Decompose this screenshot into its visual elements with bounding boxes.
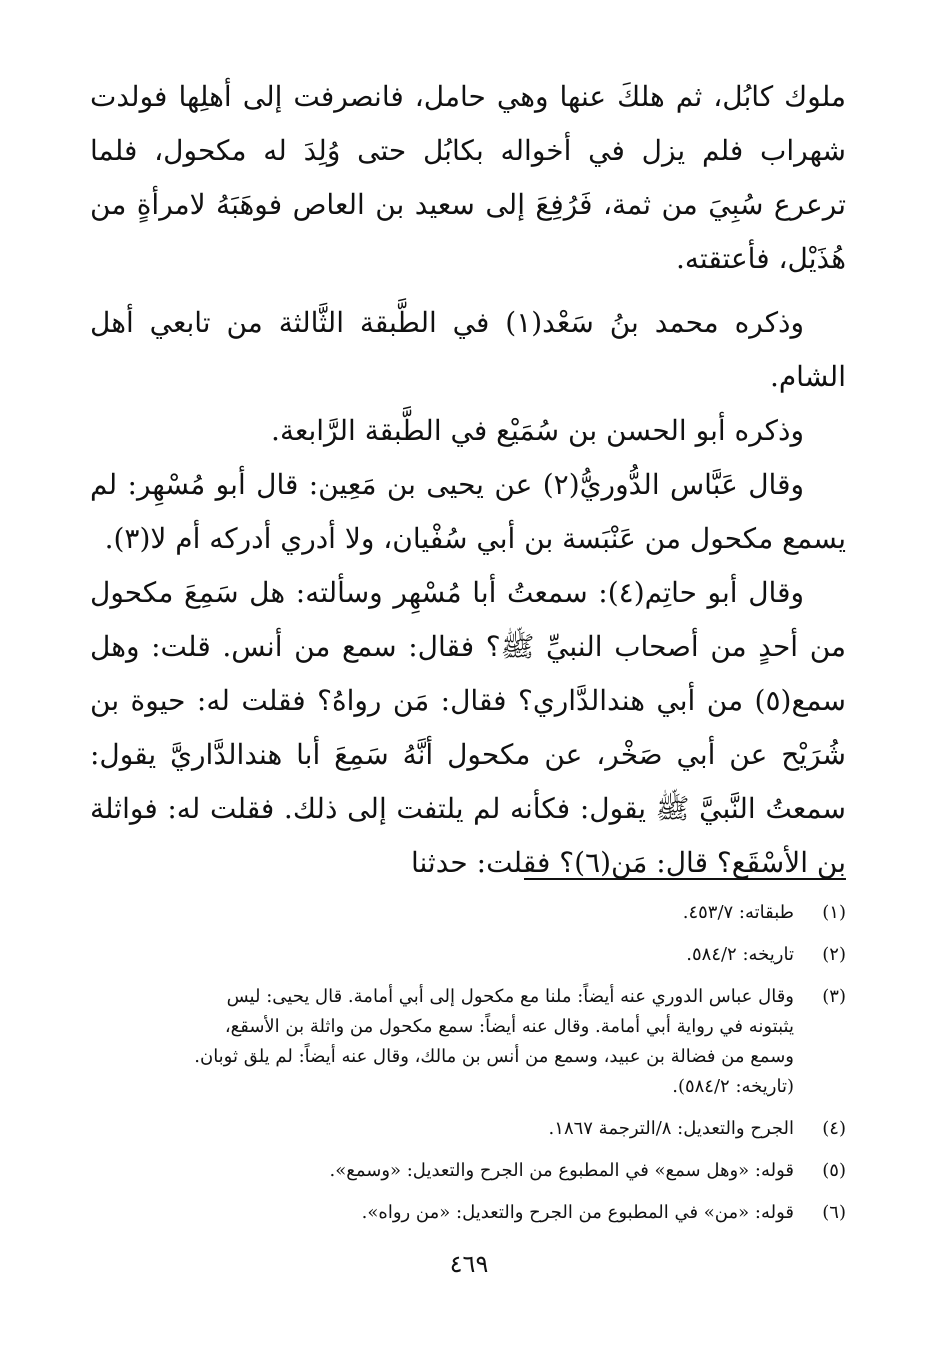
footnote-number: (٦) — [822, 1202, 846, 1223]
footnote-line: قوله: «وهل سمع» في المطبوع من الجرح والتعديل: «وسمع». — [329, 1160, 794, 1181]
footnote-line: تاريخه: ٥٨٤/٢. — [686, 944, 794, 965]
main-text — [90, 70, 846, 890]
footnote-divider — [524, 878, 846, 880]
footnote-line: وقال عباس الدوري عنه أيضاً: ملنا مع مكحول إلى أبي أمامة. قال يحيى: ليس — [226, 986, 794, 1007]
footnote-number: (٣) — [822, 986, 846, 1007]
footnote-number: (١) — [822, 902, 846, 923]
footnotes — [90, 898, 846, 1240]
footnote-line: الجرح والتعديل: ٨/الترجمة ١٨٦٧. — [548, 1118, 794, 1139]
footnote — [90, 898, 846, 928]
footnote-number: (٢) — [822, 944, 846, 965]
paragraph: وقال عَبَّاس الدُّوريُّ(٢) عن يحيى بن مَعِين: قال أبو مُسْهِر: لم يسمع مكحول من عَنْبَسة بن أبي سُفْيان، ولا أدري أدركه أم لا(٣). — [90, 468, 846, 555]
footnote — [90, 982, 846, 1102]
footnote-line: يثبتونه في رواية أبي أمامة. وقال عنه أيضاً: سمع مكحول من واثلة بن الأسقع، — [224, 1016, 794, 1037]
footnote-text — [90, 982, 794, 1102]
footnote-line: (تاريخه: ٥٨٤/٢). — [672, 1076, 794, 1097]
footnote-text — [90, 1198, 794, 1228]
footnote-line: طبقاته: ٤٥٣/٧. — [682, 902, 794, 923]
footnote-line: قوله: «من» في المطبوع من الجرح والتعديل: «من رواه». — [361, 1202, 794, 1223]
footnote-text — [90, 1156, 794, 1186]
footnote-text — [90, 898, 794, 928]
paragraph: وقال أبو حاتِم(٤): سمعتُ أبا مُسْهِر وسألته: هل سَمِعَ مكحول من أحدٍ من أصحاب النبيِّ ﷺ؟ فقال: سمع من أنس. قلت: وهل سمع(٥) من أبي هندالدَّاري؟ فقال: مَن رواهُ؟ فقلت له: حيوة بن شُرَيْح عن أبي صَخْر، عن مكحول أنَّهُ سَمِعَ أبا هندالدَّاريَّ يقول: سمعتُ النَّبيَّ ﷺ يقول: فكأنه لم يلتفت إلى ذلك. فقلت له: فواثلة بن الأسْقَع؟ قال: مَن(٦)؟ فقلت: حدثنا — [90, 576, 846, 879]
page-number: ٤٦٩ — [449, 1250, 489, 1278]
footnote — [90, 1114, 846, 1144]
paragraph: وذكره محمد بنُ سَعْد(١) في الطَّبقة الثَّالثة من تابعي أهل الشام. — [90, 306, 846, 393]
footnote — [90, 1198, 846, 1228]
footnote — [90, 1156, 846, 1186]
footnote-text — [90, 1114, 794, 1144]
footnote — [90, 940, 846, 970]
footnote-number: (٤) — [822, 1118, 846, 1139]
footnote-text — [90, 940, 794, 970]
footnote-number: (٥) — [822, 1160, 846, 1181]
paragraph: ملوك كابُل، ثم هلكَ عنها وهي حامل، فانصرفت إلى أهلِها فولدت شهراب فلم يزل في أخواله بكابُل حتى وُلِدَ له مكحول، فلما ترعرع سُبِيَ من ثمة، فَرُفِعَ إلى سعيد بن العاص فوهَبَهُ لامرأةٍ من هُذَيْل، فأعتقته. — [90, 80, 847, 275]
paragraph: وذكره أبو الحسن بن سُمَيْع في الطَّبقة الرَّابعة. — [271, 414, 804, 447]
footnote-line: وسمع من فضالة بن عبيد، وسمع من أنس بن مالك، وقال عنه أيضاً: لم يلق ثوبان. — [194, 1046, 794, 1067]
